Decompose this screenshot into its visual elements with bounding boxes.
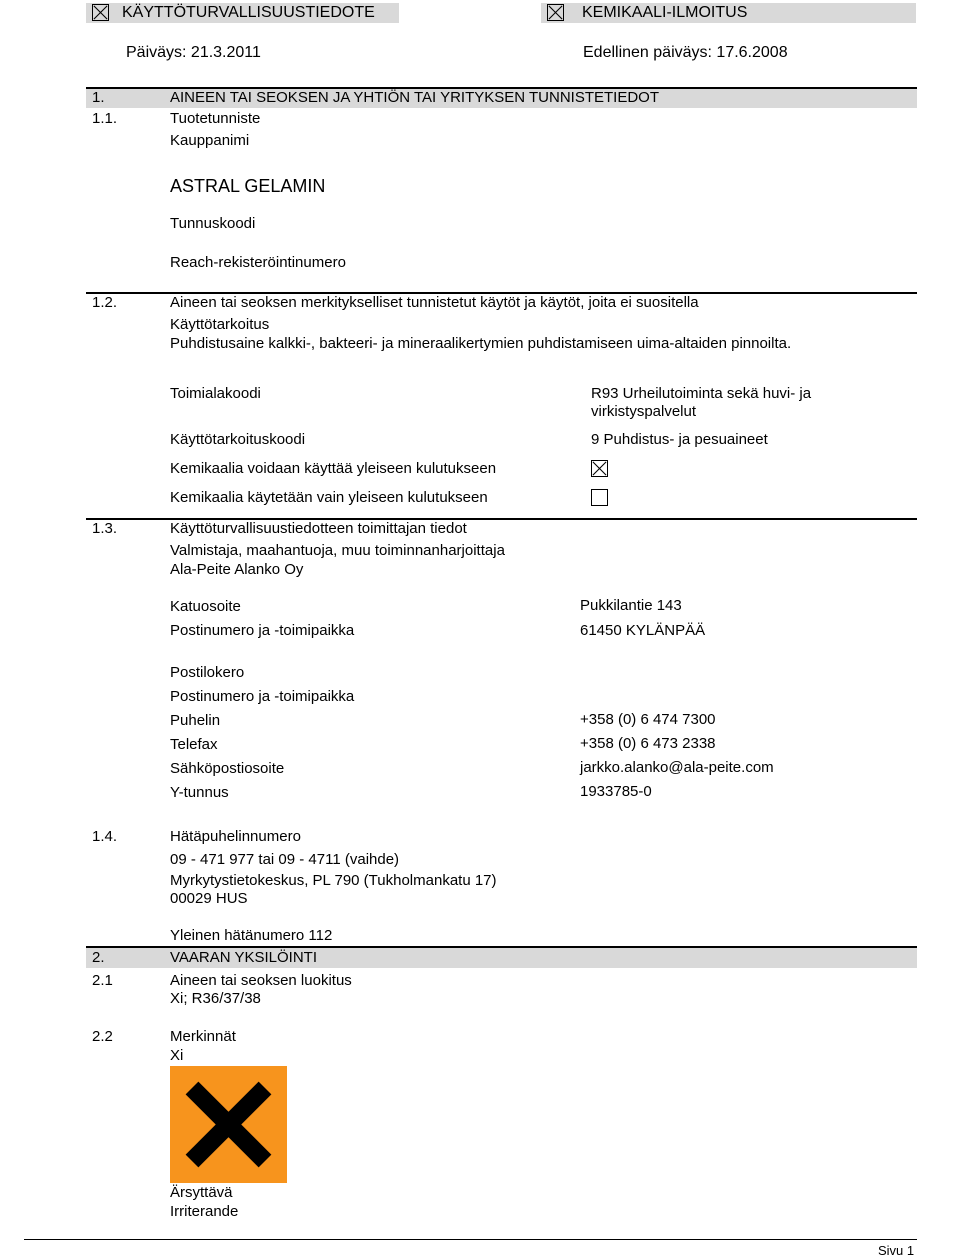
industry-code-label: Toimialakoodi xyxy=(170,385,261,402)
section-2-title: VAARAN YKSILÖINTI xyxy=(170,949,317,966)
use-label: Käyttötarkoitus xyxy=(170,316,270,333)
phone-label: Puhelin xyxy=(170,712,221,729)
checked-icon xyxy=(592,461,607,476)
email-value[interactable]: jarkko.alanko@ala-peite.com xyxy=(580,759,774,776)
emergency-line-4: Yleinen hätänumero 112 xyxy=(170,927,333,944)
fax-value: +358 (0) 6 473 2338 xyxy=(580,735,716,752)
section-2-1-title: Aineen tai seoksen luokitus xyxy=(170,972,352,989)
phone-value: +358 (0) 6 474 7300 xyxy=(580,711,716,728)
company-name: Ala-Peite Alanko Oy xyxy=(170,561,304,578)
product-name: ASTRAL GELAMIN xyxy=(170,176,326,196)
emergency-line-3: 00029 HUS xyxy=(170,890,248,907)
postal-value: 61450 KYLÄNPÄÄ xyxy=(580,622,706,639)
symbol-name-fi: Ärsyttävä xyxy=(170,1184,233,1201)
section-1-1-title: Tuotetunniste xyxy=(170,110,261,127)
consumer-use-checkbox[interactable] xyxy=(591,460,608,477)
checked-icon xyxy=(93,5,108,20)
section-1-title: AINEEN TAI SEOKSEN JA YHTIÖN TAI YRITYKSEN TUNNISTETIEDOT xyxy=(170,89,659,106)
section-1-2-number: 1.2. xyxy=(92,294,118,311)
email-label: Sähköpostiosoite xyxy=(170,760,285,777)
reach-number-label: Reach-rekisteröintinumero xyxy=(170,254,346,271)
footer-rule xyxy=(24,1239,917,1240)
section-1-number: 1. xyxy=(92,89,105,106)
emergency-line-2: Myrkytystietokeskus, PL 790 (Tukholmankatu 17) xyxy=(170,872,497,889)
street-value: Pukkilantie 143 xyxy=(580,597,682,614)
use-text: Puhdistusaine kalkki-, bakteeri- ja mineraalikertymien puhdistamiseen uima-altaiden pinnoilta. xyxy=(170,335,792,352)
business-id-value: 1933785-0 xyxy=(580,783,652,800)
section-1-3-title: Käyttöturvallisuustiedotteen toimittajan tiedot xyxy=(170,520,467,537)
emergency-line-1: 09 - 471 977 tai 09 - 4711 (vaihde) xyxy=(170,851,400,868)
industry-code-value-line-1: R93 Urheilutoiminta sekä huvi- ja xyxy=(591,385,812,402)
checked-icon xyxy=(548,5,563,20)
postal-2-label: Postinumero ja -toimipaikka xyxy=(170,688,355,705)
use-code-label: Käyttötarkoituskoodi xyxy=(170,431,306,448)
date: Päiväys: 21.3.2011 xyxy=(126,44,261,61)
symbol-name-sv: Irriterande xyxy=(170,1203,239,1220)
industry-code-value-line-2: virkistyspalvelut xyxy=(591,403,697,420)
classification-value: Xi; R36/37/38 xyxy=(170,990,261,1007)
section-2-2-title: Merkinnät xyxy=(170,1028,236,1045)
section-2-number: 2. xyxy=(92,949,105,966)
section-1-4-number: 1.4. xyxy=(92,828,118,845)
notice-checkbox[interactable] xyxy=(547,4,564,21)
sds-label: KÄYTTÖTURVALLISUUSTIEDOTE xyxy=(122,4,375,21)
trade-name-label: Kauppanimi xyxy=(170,132,250,149)
postal-label: Postinumero ja -toimipaikka xyxy=(170,622,355,639)
section-2-2-number: 2.2 xyxy=(92,1028,113,1045)
maker-label: Valmistaja, maahantuoja, muu toiminnanharjoittaja xyxy=(170,542,505,559)
business-id-label: Y-tunnus xyxy=(170,784,229,801)
section-1-3-number: 1.3. xyxy=(92,520,118,537)
previous-date: Edellinen päiväys: 17.6.2008 xyxy=(583,44,788,61)
use-code-value: 9 Puhdistus- ja pesuaineet xyxy=(591,431,768,448)
consumer-only-checkbox[interactable] xyxy=(591,489,608,506)
labelling-value: Xi xyxy=(170,1047,184,1064)
section-1-2-title: Aineen tai seoksen merkitykselliset tunnistetut käytöt ja käytöt, joita ei suositella xyxy=(170,294,699,311)
page-number: Sivu 1 xyxy=(878,1243,915,1258)
id-code-label: Tunnuskoodi xyxy=(170,215,256,232)
irritant-hazard-icon xyxy=(170,1066,287,1183)
sds-checkbox[interactable] xyxy=(92,4,109,21)
section-2-1-number: 2.1 xyxy=(92,972,113,989)
notice-label: KEMIKAALI-ILMOITUS xyxy=(582,4,748,21)
section-1-1-number: 1.1. xyxy=(92,110,118,127)
section-1-4-title: Hätäpuhelinnumero xyxy=(170,828,301,845)
consumer-use-label: Kemikaalia voidaan käyttää yleiseen kulutukseen xyxy=(170,460,497,477)
fax-label: Telefax xyxy=(170,736,218,753)
po-box-label: Postilokero xyxy=(170,664,245,681)
consumer-only-label: Kemikaalia käytetään vain yleiseen kulutukseen xyxy=(170,489,488,506)
street-label: Katuosoite xyxy=(170,598,241,615)
